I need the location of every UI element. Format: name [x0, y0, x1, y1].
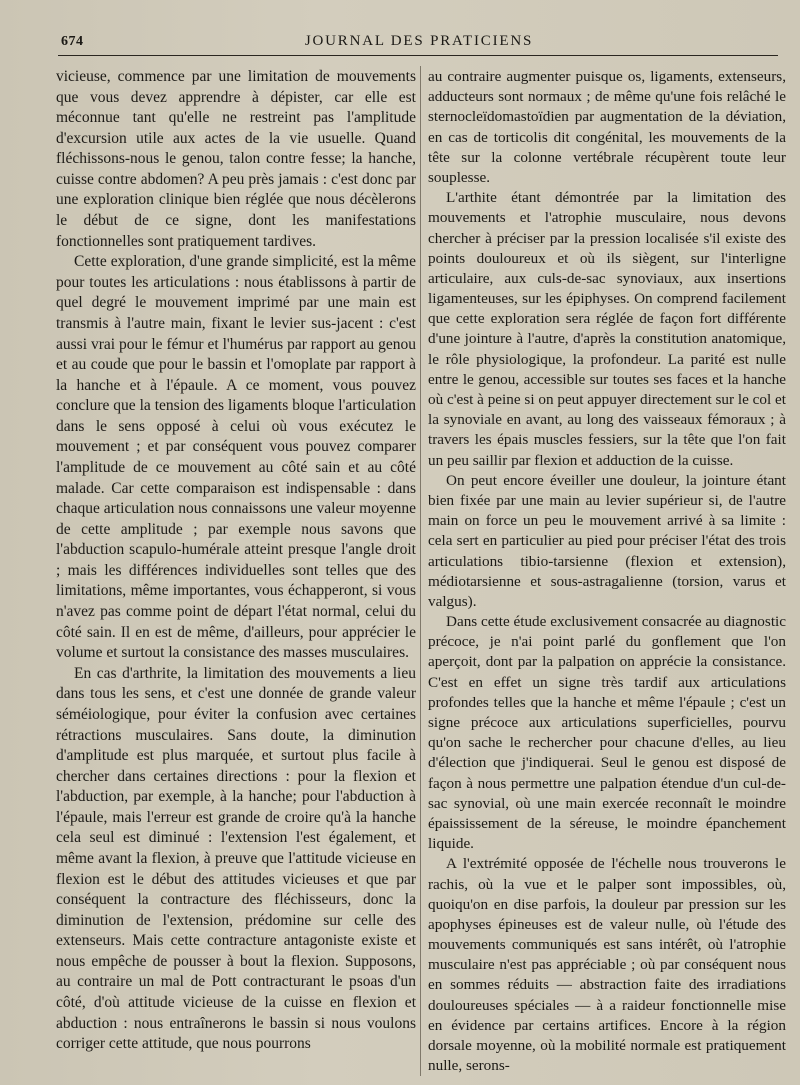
- paragraph: au contraire augmenter puisque os, ligaments, extenseurs, adducteurs sont normaux ; de même qu'une fois relâché le sternocleïdomastoïdien par augmentation de la déviation, en cas de torticolis dit congénital, les mouvements de la tête sur la colonne vertébrale récupèrent toute leur souplesse.: [428, 68, 786, 186]
- running-header: [58, 30, 780, 56]
- left-column: [56, 67, 416, 1055]
- journal-title: JOURNAL DES PRATICIENS: [304, 33, 534, 49]
- right-column: [428, 67, 786, 1076]
- header-rule: [58, 55, 778, 56]
- paragraph: Cette exploration, d'une grande simplicité, est la même pour toutes les articulations : nous établissons à partir de quel degré le mouvement imprimé par une main est transmis à l'autre main, fixant le levier sus-jacent : c'est aussi vrai pour le fémur et l'humérus par rapport au genou et au coude que pour le bassin et l'omoplate par rapport à la hanche et à l'épaule. A ce moment, vous pouvez conclure que la tension des ligaments bloque l'articulation dans le sens opposé à celui où vous exécutez le mouvement ; et par conséquent vous pouvez comparer l'amplitude de ce mouvement au côté sain et au côté malade. Car cette comparaison est indispensable : dans chaque articulation nous connaissons une valeur moyenne de cette amplitude ; par exemple nous savons que l'abduction scapulo-humérale atteint presque l'angle droit ; mais les différences individuelles sont telles que des limitations, même importantes, vous échapperont, si vous n'avez pas comme point de départ l'état normal, celui du côté sain. Il en est de même, d'ailleurs, pour apprécier le volume et surtout la consistance des masses musculaires.: [56, 253, 416, 662]
- paragraph: On peut encore éveiller une douleur, la jointure étant bien fixée par une main au levier supérieur si, de l'autre main on force un peu le mouvement arrivé à sa limite : cela sert en particulier au pied pour préciser l'état des trois articulations tibio-tarsienne (flexion et extension), médiotarsienne et sous-astragalienne (torsion, varus et valgus).: [428, 471, 786, 610]
- paragraph: A l'extrémité opposée de l'échelle nous trouverons le rachis, où la vue et le palper sont impossibles, où, quoiqu'on en dise parfois, la douleur par pression sur les apophyses épineuses est de valeur nulle, où l'étude des mouvements communiqués est sans intérêt, où l'atrophie musculaire n'est pas appréciable ; où par conséquent nous en sommes réduits — abstraction faite des irradiations douloureuses spéciales — à a raideur fonctionnelle mise en évidence par certains artifices. Encore à la région dorsale moyenne, où la mobilité normale est pratiquement nulle, serons-: [428, 855, 786, 1075]
- paragraph: L'arthite étant démontrée par la limitation des mouvements et l'atrophie musculaire, nous devons chercher à préciser par la pression localisée s'il existe des points douloureux et où ils siègent, sur l'interligne articulaire, aux culs-de-sac synoviaux, aux insertions ligamenteuses, sur les épiphyses. On comprend facilement que cette exploration sera réglée de façon fort différente d'une jointure à l'autre, d'après la constitution anatomique, le rôle physiologique, la profondeur. La parité est nulle entre le genou, accessible sur toutes ses faces et la hanche où c'est à peine si on peut appuyer directement sur le col et la synoviale en avant, au long des vaisseaux fémoraux ; à travers les épais muscles fessiers, sur la tête que l'on fait un peu saillir par flexion et adduction de la cuisse.: [428, 189, 786, 469]
- paragraph: vicieuse, commence par une limitation de mouvements que vous devez apprendre à dépister, car elle est méconnue tant qu'elle ne restreint pas l'amplitude d'excursion utile aux actes de la vie usuelle. Quand fléchissons-nous le genou, talon contre fesse; la hanche, cuisse contre abdomen? A peu près jamais : c'est donc par une exploration clinique bien réglée que nous décèlerons le début de ce signe, dont les manifestations fonctionnelles sont pratiquement tardives.: [56, 68, 416, 250]
- paragraph: En cas d'arthrite, la limitation des mouvements a lieu dans tous les sens, et c'est une donnée de grande valeur séméiologique, pour éviter la confusion avec certaines rétractions musculaires. Sans doute, la diminution d'amplitude est plus marquée, et surtout plus facile à chercher dans certaines directions : pour la flexion et l'abduction, par exemple, à la hanche; pour l'abduction à l'épaule, mais l'erreur est grande de croire qu'à la hanche cela seul est diminué : l'extension l'est également, et même avant la flexion, à preuve que l'attitude vicieuse en flexion est le début des attitudes vicieuses et que par conséquent la contracture des fléchisseurs, donc la diminution de l'extension, prédomine sur celle des extenseurs. Mais cette contracture antagoniste existe et nous empêche de pousser à bout la flexion. Supposons, au contraire un mal de Pott contracturant le psoas d'un côté, d'où attitude vicieuse de la cuisse en flexion et abduction : nous entraînerons le bassin si nous voulons corriger cette attitude, que nous pourrons: [56, 664, 416, 1053]
- page-number: 674: [61, 34, 84, 49]
- paragraph: Dans cette étude exclusivement consacrée au diagnostic précoce, je n'ai point parlé du gonflement que l'on aperçoit, dont par la palpation on apprécie la consistance. C'est en effet un signe très tardif aux articulations profondes telles que la hanche et même l'épaule ; c'est un signe précoce aux articulations superficielles, pourvu qu'on sache le rechercher pour chacune d'elles, au lieu d'élection que j'indiquerai. Seul le genou est disposé de façon à nous permettre une palpation étendue d'un cul-de-sac synovial, où une main exercée reconnaît le moindre épaississement de la séreuse, le moindre épanchement liquide.: [428, 613, 786, 853]
- column-divider: [420, 66, 421, 1076]
